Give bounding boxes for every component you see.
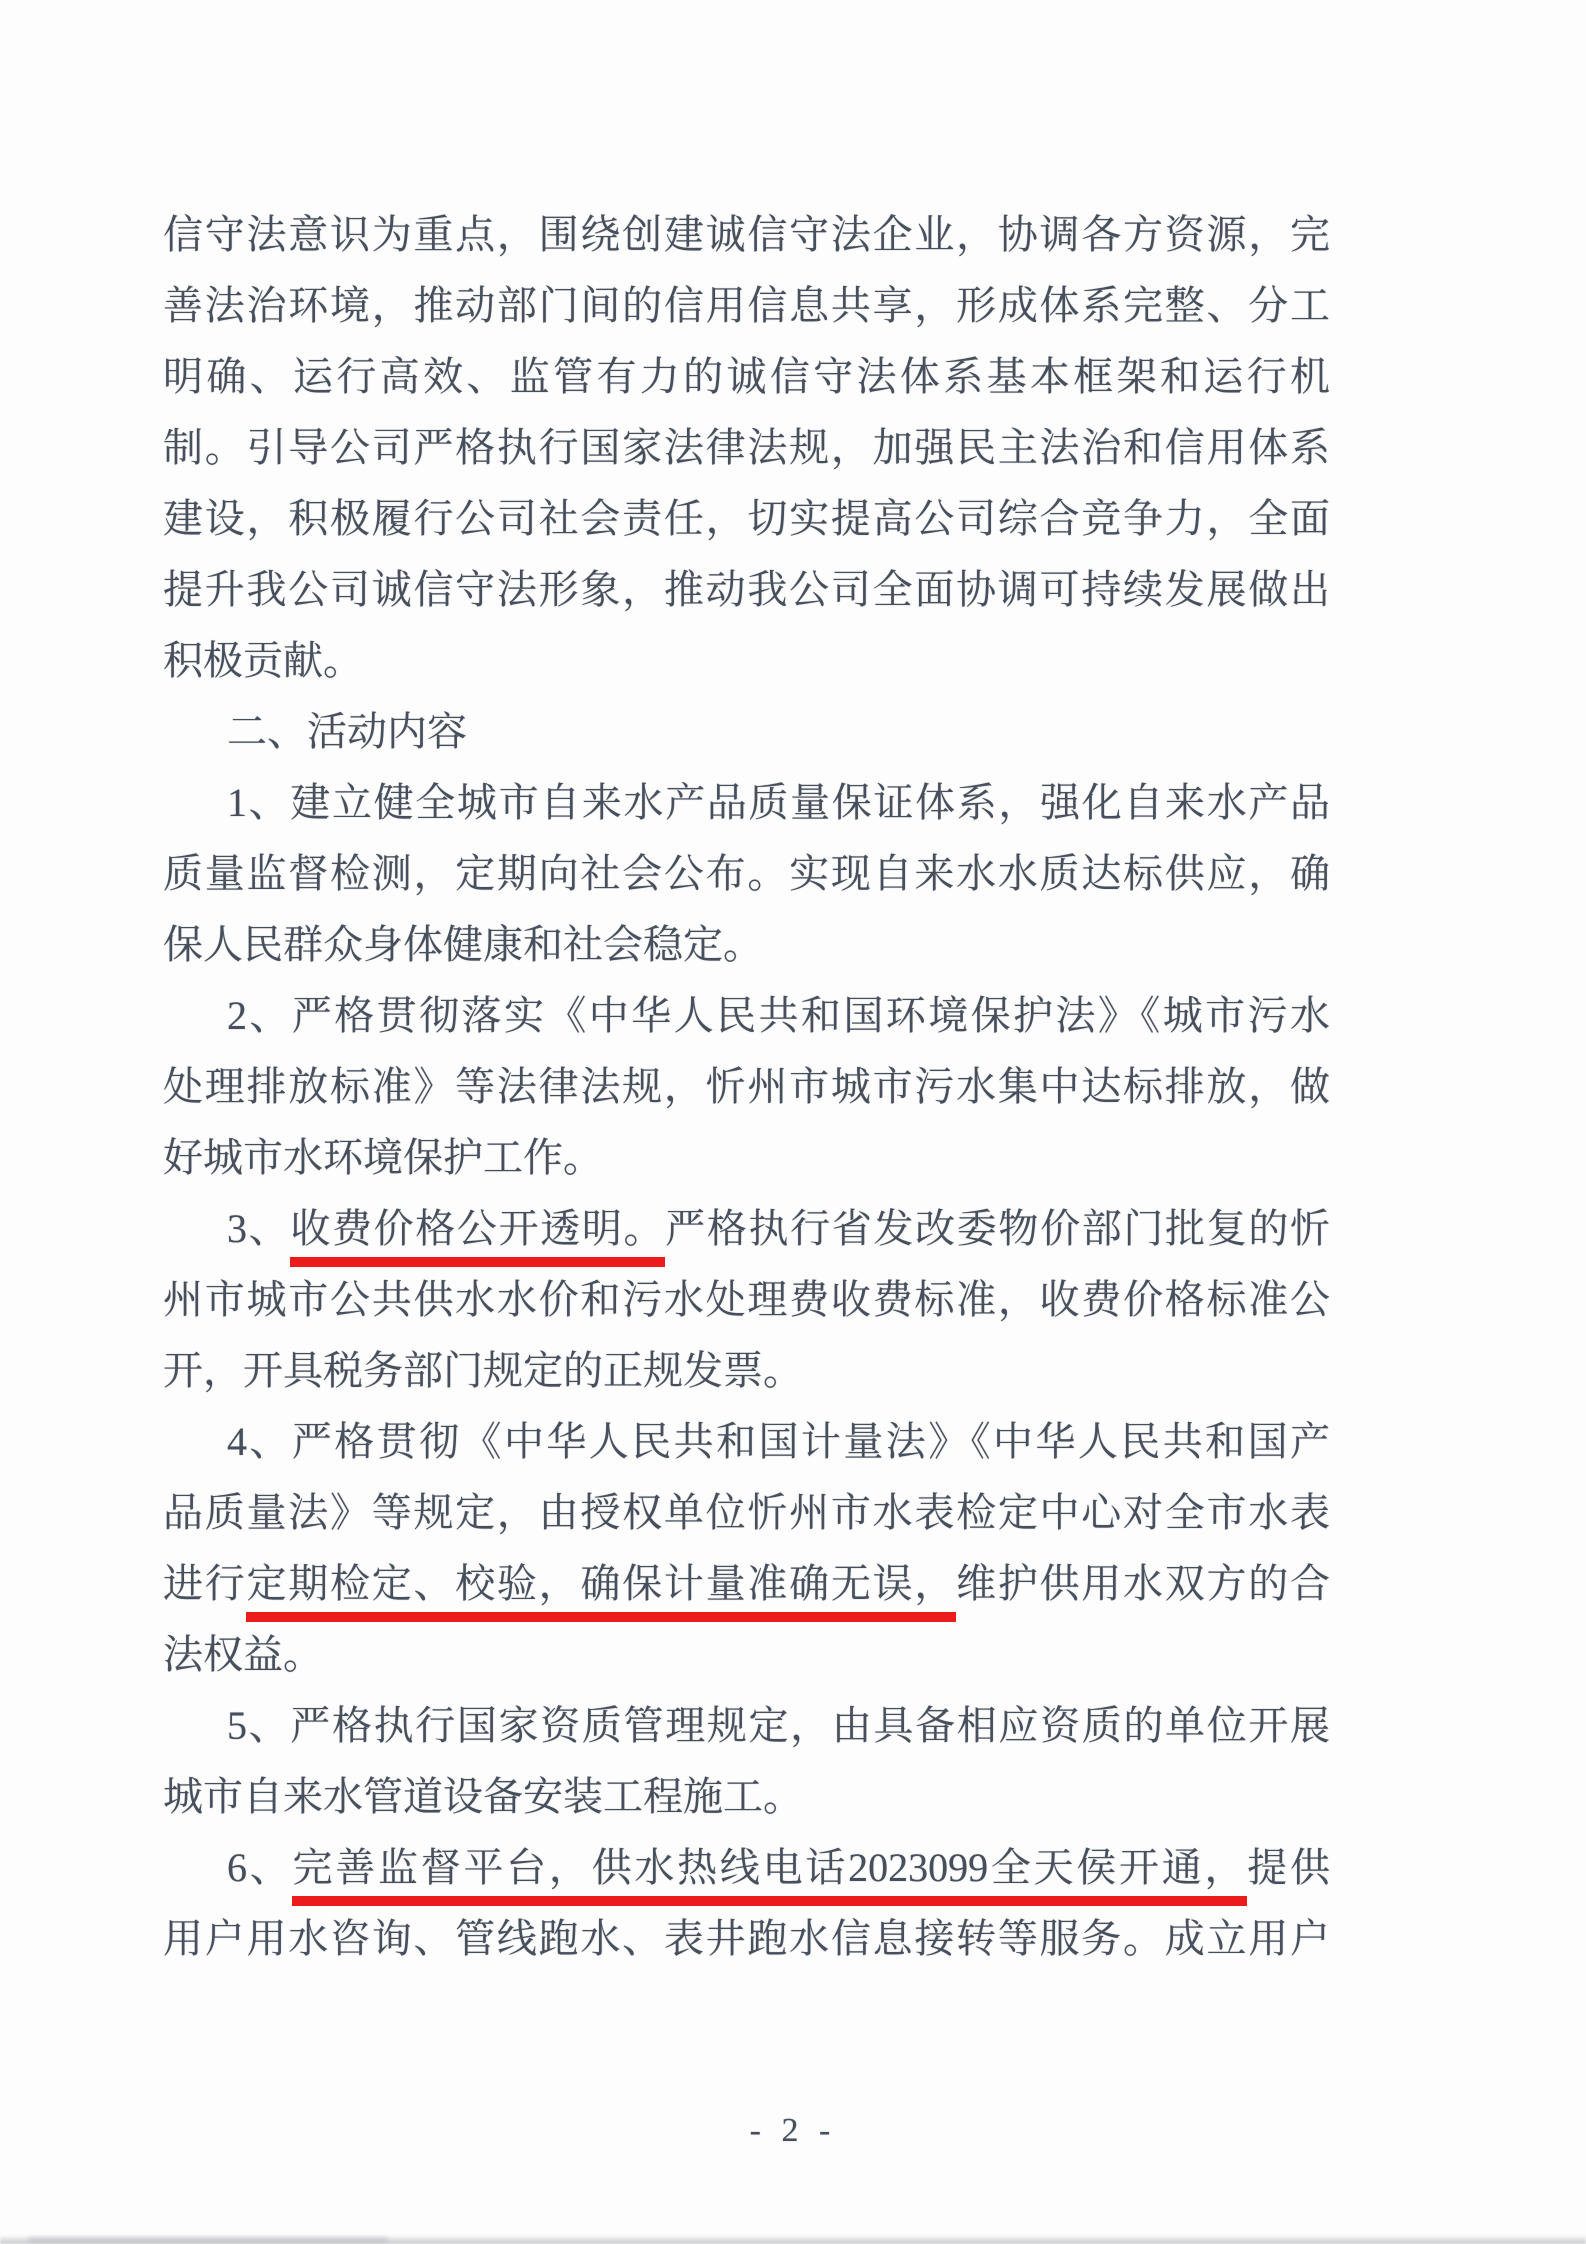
text-segment: 信守法意识为重点，围绕创建诚信守法企业，协调各方资源，完 [163,212,1330,257]
red-underline-emphasis: 完善监督平台，供水热线电话2023099全天侯开通， [292,1845,1247,1906]
red-underline-emphasis: 收费价格公开透明。 [290,1206,665,1267]
text-line [163,1335,1330,1406]
text-line [163,270,1330,341]
text-line [163,1548,1330,1619]
text-segment: 6、 [227,1845,293,1890]
text-line [163,909,1330,980]
text-segment: 维护供用水双方的合 [956,1561,1331,1606]
page-number: - 2 - [749,2112,837,2149]
text-segment: 提升我公司诚信守法形象，推动我公司全面协调可持续发展做出 [163,567,1330,612]
text-line [163,1619,1330,1690]
text-segment: 4、严格贯彻《中华人民共和国计量法》《中华人民共和国产 [227,1419,1330,1464]
text-segment: 保人民群众身体健康和社会稳定。 [163,922,763,967]
text-segment: 提供 [1247,1845,1331,1890]
text-segment: 质量监督检测，定期向社会公布。实现自来水水质达标供应，确 [163,851,1330,896]
text-line [163,199,1330,270]
text-line [163,838,1330,909]
text-line [163,1477,1330,1548]
text-segment: 二、活动内容 [227,709,467,754]
text-segment: 用户用水咨询、管线跑水、表井跑水信息接转等服务。成立用户 [163,1916,1330,1961]
text-line [163,767,1330,838]
text-segment: 处理排放标准》等法律法规，忻州市城市污水集中达标排放，做 [163,1064,1330,1109]
text-segment: 积极贡献。 [163,638,363,683]
text-line [163,1406,1330,1477]
text-line [163,1832,1330,1903]
text-segment: 建设，积极履行公司社会责任，切实提高公司综合竞争力，全面 [163,496,1330,541]
text-segment: 5、严格执行国家资质管理规定，由具备相应资质的单位开展 [227,1703,1330,1748]
document-body [163,199,1330,1974]
red-underline-emphasis: 定期检定、校验，确保计量准确无误， [246,1561,956,1622]
text-line [163,1122,1330,1193]
text-line [163,483,1330,554]
text-line [163,1690,1330,1761]
text-segment: 法权益。 [163,1632,323,1677]
text-line [163,554,1330,625]
text-line [163,1761,1330,1832]
text-segment: 州市城市公共供水水价和污水处理费收费标准，收费价格标准公 [163,1277,1330,1322]
text-segment: 2、严格贯彻落实《中华人民共和国环境保护法》《城市污水 [227,993,1330,1038]
text-line [163,1264,1330,1335]
text-line [163,1903,1330,1974]
text-segment: 好城市水环境保护工作。 [163,1135,603,1180]
text-segment: 善法治环境，推动部门间的信用信息共享，形成体系完整、分工 [163,283,1330,328]
text-line [163,412,1330,483]
text-line [163,625,1330,696]
scan-edge-artifact [0,2235,1586,2244]
section-heading [163,696,1330,767]
text-segment: 城市自来水管道设备安装工程施工。 [163,1774,803,1819]
text-line [163,1051,1330,1122]
text-line [163,1193,1330,1264]
text-segment: 3、 [227,1206,291,1251]
text-segment: 品质量法》等规定，由授权单位忻州市水表检定中心对全市水表 [163,1490,1330,1535]
text-line [163,980,1330,1051]
text-segment: 严格执行省发改委物价部门批复的忻 [665,1206,1331,1251]
text-segment: 制。引导公司严格执行国家法律法规，加强民主法治和信用体系 [163,425,1330,470]
text-line [163,341,1330,412]
text-segment: 开，开具税务部门规定的正规发票。 [163,1348,803,1393]
text-segment: 进行 [163,1561,247,1606]
text-segment: 明确、运行高效、监管有力的诚信守法体系基本框架和运行机 [163,354,1330,399]
text-segment: 1、建立健全城市自来水产品质量保证体系，强化自来水产品 [227,780,1330,825]
